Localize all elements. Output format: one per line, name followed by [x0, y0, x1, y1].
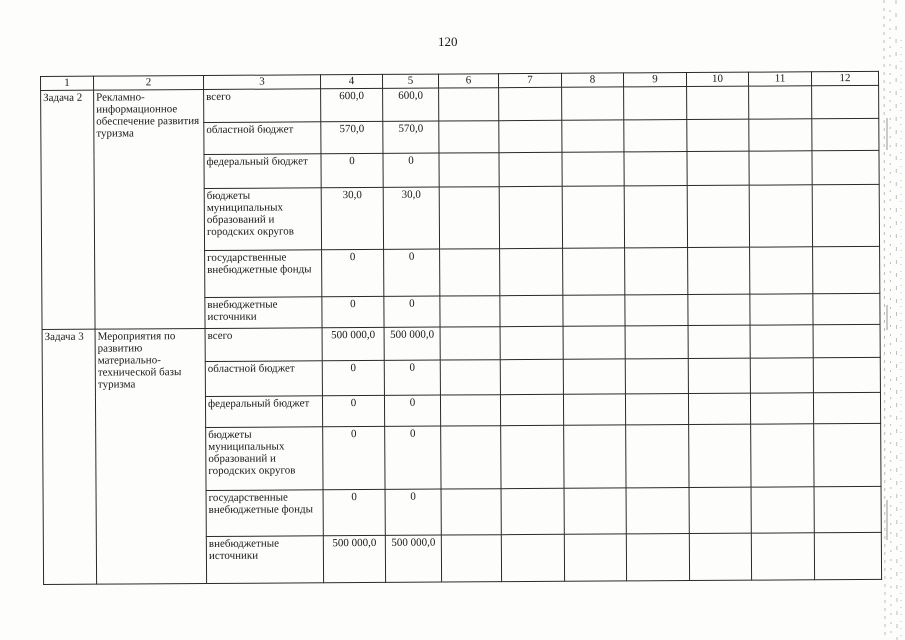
empty-cell — [812, 85, 879, 118]
col-header-5: 5 — [382, 74, 438, 88]
empty-cell — [750, 294, 813, 325]
source-cell: бюджеты муниципальных образований и городских округов — [206, 427, 323, 491]
source-cell: федеральный бюджет — [205, 396, 322, 428]
empty-cell — [751, 424, 814, 487]
value-col5: 0 — [384, 296, 440, 327]
task-id-cell: Задача 3 — [42, 329, 97, 584]
task-name-cell: Мероприятия по развитию материально-технической базы туризма — [95, 328, 207, 584]
empty-cell — [688, 325, 750, 358]
source-cell: областной бюджет — [205, 361, 322, 397]
value-col5: 500 000,0 — [385, 535, 441, 582]
value-col4: 0 — [321, 153, 383, 187]
empty-cell — [499, 120, 562, 152]
empty-cell — [440, 395, 500, 426]
scan-edge-artifact — [876, 0, 905, 640]
value-col5: 0 — [384, 360, 440, 395]
empty-cell — [687, 86, 749, 119]
value-col4: 0 — [322, 360, 384, 395]
table-row — [42, 324, 880, 362]
empty-cell — [626, 488, 689, 534]
empty-cell — [813, 246, 880, 293]
empty-cell — [500, 394, 563, 425]
empty-cell — [562, 186, 624, 248]
value-col5: 600,0 — [383, 88, 439, 121]
empty-cell — [750, 325, 813, 358]
col-header-3: 3 — [204, 75, 321, 90]
empty-cell — [688, 358, 750, 393]
empty-cell — [562, 87, 624, 120]
empty-cell — [563, 394, 625, 425]
empty-cell — [501, 425, 564, 488]
source-cell: внебюджетные источники — [206, 536, 323, 584]
empty-cell — [439, 121, 499, 153]
value-col5: 0 — [383, 153, 439, 187]
empty-cell — [813, 392, 880, 423]
empty-cell — [441, 426, 501, 489]
col-header-8: 8 — [561, 73, 623, 87]
source-cell: внебюджетные источники — [205, 297, 322, 329]
empty-cell — [624, 152, 687, 186]
empty-cell — [626, 425, 689, 488]
empty-cell — [500, 248, 563, 295]
value-col5: 0 — [385, 426, 441, 489]
empty-cell — [813, 324, 880, 357]
empty-cell — [751, 487, 814, 533]
value-col5: 0 — [384, 249, 440, 296]
empty-cell — [499, 186, 562, 248]
page-number: 120 — [438, 34, 458, 49]
empty-cell — [625, 394, 688, 425]
value-col4: 600,0 — [321, 88, 383, 121]
col-header-9: 9 — [623, 73, 686, 87]
empty-cell — [441, 489, 501, 535]
empty-cell — [689, 533, 751, 580]
empty-cell — [812, 118, 879, 150]
empty-cell — [501, 488, 564, 534]
empty-cell — [624, 87, 687, 120]
empty-cell — [564, 425, 626, 488]
value-col5: 0 — [385, 489, 441, 535]
empty-cell — [626, 534, 689, 581]
empty-cell — [749, 119, 812, 151]
col-header-12: 12 — [811, 71, 878, 85]
value-col5: 500 000,0 — [384, 327, 440, 360]
empty-cell — [749, 151, 812, 185]
source-cell: всего — [205, 328, 322, 362]
empty-cell — [439, 187, 499, 249]
empty-cell — [440, 360, 500, 395]
empty-cell — [688, 294, 750, 325]
empty-cell — [814, 486, 881, 532]
value-col4: 0 — [322, 296, 384, 327]
empty-cell — [751, 533, 814, 580]
empty-cell — [813, 293, 880, 324]
value-col5: 0 — [384, 395, 440, 426]
source-cell: государственные внебюджетные фонды — [205, 250, 322, 298]
empty-cell — [750, 247, 813, 294]
empty-cell — [441, 535, 501, 582]
empty-cell — [624, 120, 687, 152]
task-id-cell: Задача 2 — [41, 90, 95, 329]
table-row — [41, 85, 879, 123]
empty-cell — [564, 534, 626, 581]
empty-cell — [625, 359, 688, 394]
empty-cell — [563, 359, 625, 394]
value-col4: 0 — [323, 426, 385, 489]
task-name-cell: Рекламно-информационное обеспечение развития туризма — [94, 90, 205, 330]
source-cell: бюджеты муниципальных образований и городских округов — [204, 188, 321, 251]
value-col5: 570,0 — [383, 121, 439, 153]
empty-cell — [812, 150, 879, 184]
source-cell: областной бюджет — [204, 122, 321, 155]
empty-cell — [500, 295, 563, 326]
empty-cell — [688, 247, 750, 294]
empty-cell — [439, 88, 499, 121]
empty-cell — [750, 358, 813, 393]
empty-cell — [625, 248, 688, 295]
empty-cell — [500, 359, 563, 394]
col-header-11: 11 — [748, 72, 811, 86]
empty-cell — [687, 185, 749, 247]
empty-cell — [563, 326, 625, 359]
value-col4: 0 — [323, 489, 385, 535]
value-col4: 500 000,0 — [322, 327, 384, 360]
empty-cell — [814, 532, 881, 579]
value-col4: 570,0 — [321, 121, 383, 153]
empty-cell — [440, 296, 500, 327]
empty-cell — [625, 295, 688, 326]
table-container — [40, 71, 882, 585]
source-cell: всего — [204, 89, 321, 123]
empty-cell — [563, 295, 625, 326]
empty-cell — [562, 152, 624, 186]
empty-cell — [499, 152, 562, 186]
empty-cell — [687, 151, 749, 185]
col-header-6: 6 — [438, 74, 498, 88]
funding-table — [40, 71, 882, 585]
empty-cell — [750, 393, 813, 424]
value-col4: 30,0 — [321, 187, 383, 249]
empty-cell — [689, 487, 751, 533]
empty-cell — [814, 423, 881, 486]
empty-cell — [812, 184, 879, 246]
value-col4: 500 000,0 — [323, 535, 385, 582]
value-col4: 0 — [322, 395, 384, 426]
empty-cell — [501, 534, 564, 581]
empty-cell — [813, 357, 880, 392]
empty-cell — [687, 119, 749, 151]
source-cell: федеральный бюджет — [204, 154, 321, 189]
col-header-7: 7 — [498, 73, 561, 87]
empty-cell — [625, 326, 688, 359]
empty-cell — [749, 185, 812, 247]
empty-cell — [688, 393, 750, 424]
col-header-10: 10 — [686, 72, 748, 86]
empty-cell — [562, 120, 624, 152]
value-col5: 30,0 — [383, 187, 439, 249]
col-header-1: 1 — [41, 76, 94, 90]
empty-cell — [440, 249, 500, 296]
empty-cell — [499, 87, 562, 120]
empty-cell — [500, 326, 563, 359]
empty-cell — [564, 488, 626, 534]
empty-cell — [440, 327, 500, 360]
empty-cell — [689, 424, 751, 487]
value-col4: 0 — [322, 249, 384, 296]
empty-cell — [439, 153, 499, 187]
source-cell: государственные внебюджетные фонды — [206, 490, 323, 537]
col-header-4: 4 — [320, 74, 382, 88]
empty-cell — [624, 186, 687, 248]
col-header-2: 2 — [94, 76, 204, 91]
empty-cell — [749, 86, 812, 119]
empty-cell — [563, 248, 625, 295]
